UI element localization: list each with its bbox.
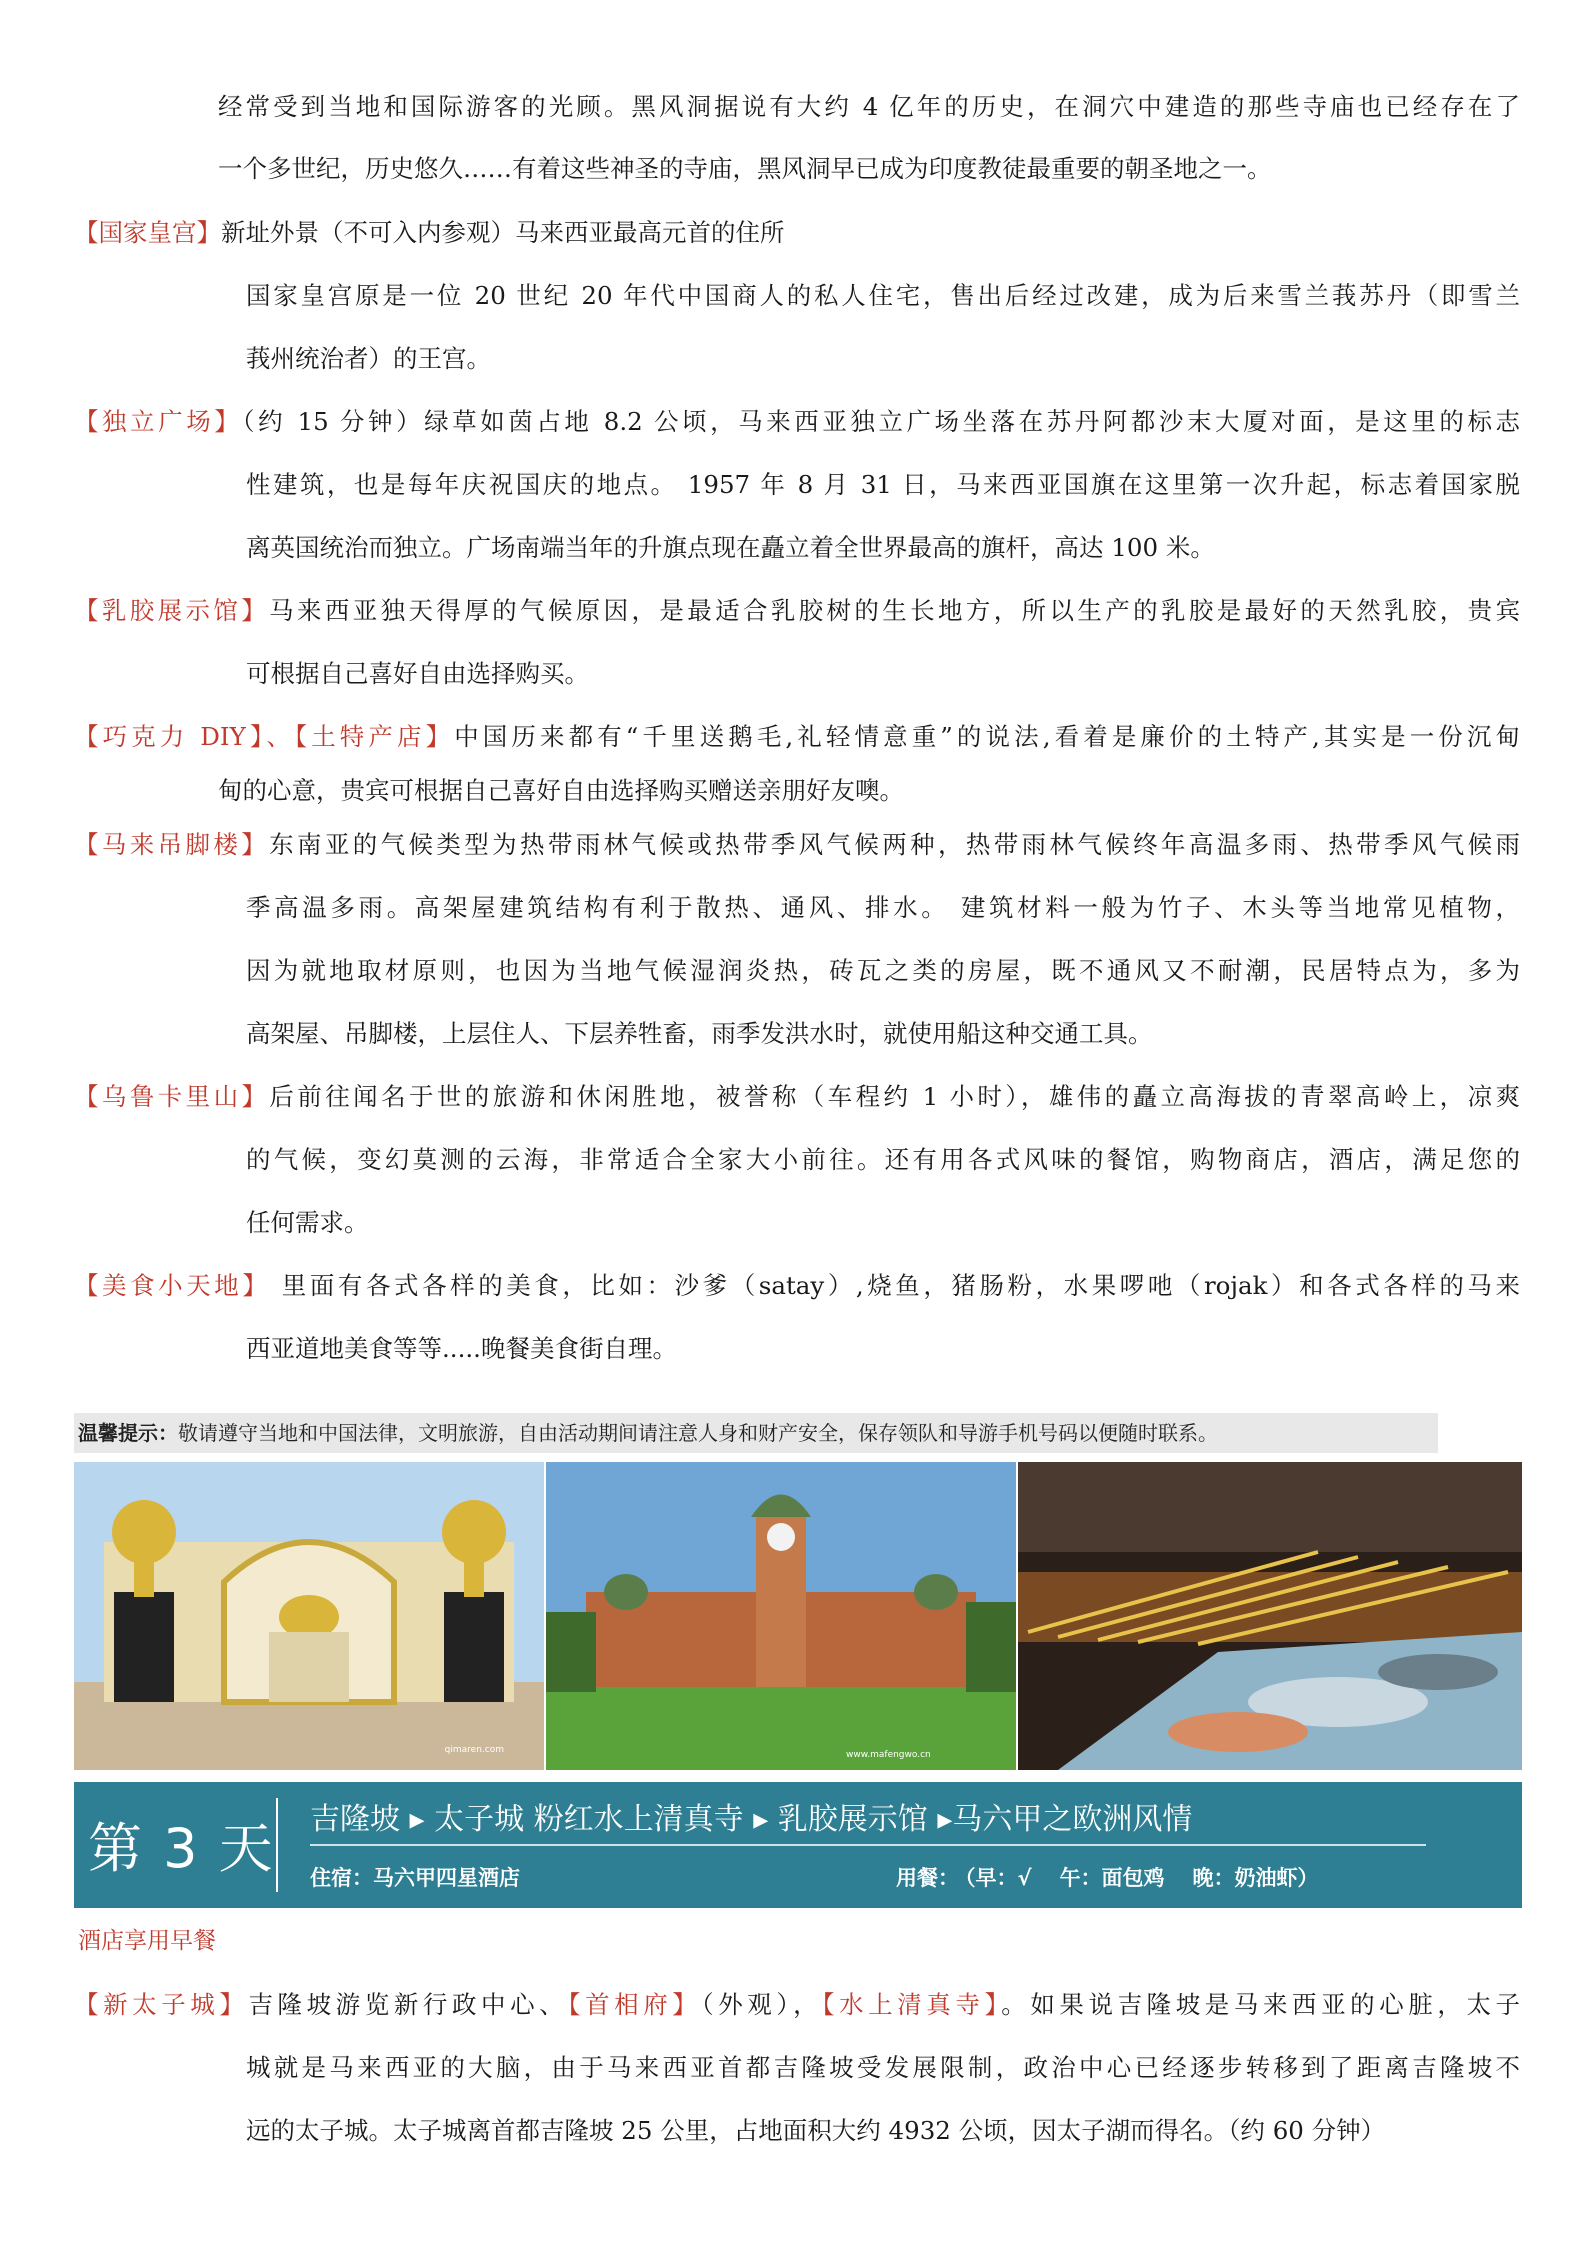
tip-label: 温馨提示：	[78, 1421, 178, 1445]
local-products-tag: 【土特产店】	[294, 722, 455, 751]
meals-label: 用餐：	[896, 1866, 959, 1890]
palace-tag: 【国家皇宫】	[74, 218, 221, 247]
food-line-2: 西亚道地美食等等.....晚餐美食街自理。	[246, 1334, 677, 1363]
ulu-line-3: 任何需求。	[246, 1208, 369, 1237]
latex-tag: 【乳胶展示馆】	[74, 596, 270, 625]
photo-food-stall	[1018, 1462, 1522, 1770]
square-line-3: 离英国统治而独立。广场南端当年的升旗点现在矗立着全世界最高的旗杆，高达 100 米。	[246, 533, 1215, 562]
palace-summary: 新址外景（不可入内参观）马来西亚最高元首的住所	[221, 218, 785, 247]
day3-route-rule	[310, 1844, 1426, 1846]
stilt-line-3: 因为就地取材原则，也因为当地气候湿润炎热，砖瓦之类的房屋，既不通风又不耐潮，民居特点为，多为	[246, 956, 1520, 985]
day3-route: 吉隆坡 ▸ 太子城 粉红水上清真寺 ▸ 乳胶展示馆 ▸马六甲之欧洲风情	[310, 1802, 1193, 1837]
photo-independence-square	[546, 1462, 1016, 1770]
intro-line-2: 一个多世纪，历史悠久……有着这些神圣的寺庙，黑风洞早已成为印度教徒最重要的朝圣地之一。	[218, 154, 1272, 183]
photo-watermark-2: www.mafengwo.cn	[846, 1750, 931, 1760]
stilt-line-2: 季高温多雨。高架屋建筑结构有利于散热、通风、排水。 建筑材料一般为竹子、木头等当地常见植物，	[246, 893, 1520, 922]
chocolate-line-2: 甸的心意，贵宾可根据自己喜好自由选择购买赠送亲朋好友噢。	[218, 776, 904, 805]
chocolate-sep: 、	[266, 722, 295, 751]
breakfast-note: 酒店享用早餐	[78, 1928, 216, 1954]
floating-mosque-tag: 【水上清真寺】	[822, 1990, 1002, 2019]
meal-breakfast: （早：√	[965, 1866, 1032, 1890]
square-tag: 【独立广场】	[74, 407, 243, 436]
square-text-1: （约 15 分钟）绿草如茵占地 8.2 公顷，马来西亚独立广场坐落在苏丹阿都沙末大厦对面，是这里的标志	[242, 407, 1520, 436]
stilt-tag: 【马来吊脚楼】	[74, 830, 270, 859]
putrajaya-text-c: 。如果说吉隆坡是马来西亚的心脏，太子	[1001, 1990, 1521, 2019]
chocolate-text-1: 中国历来都有“千里送鹅毛,礼轻情意重”的说法,看着是廉价的土特产,其实是一份沉甸	[454, 722, 1520, 751]
day3-divider	[276, 1798, 278, 1892]
day3-hotel: 住宿：马六甲四星酒店	[310, 1866, 520, 1890]
chocolate-tag: 【巧克力 DIY】	[74, 722, 267, 751]
ulu-line-1	[74, 1078, 1520, 1113]
palace-detail-2: 莪州统治者）的王宫。	[246, 344, 491, 373]
day3-meals	[896, 1862, 1319, 1892]
putrajaya-line-2: 城就是马来西亚的大脑，由于马来西亚首都吉隆坡受发展限制，政治中心已经逐步转移到了距离吉隆坡不	[246, 2053, 1520, 2082]
meal-dinner: 晚：奶油虾）	[1192, 1866, 1319, 1890]
palace-detail-1: 国家皇宫原是一位 20 世纪 20 年代中国商人的私人住宅，售出后经过改建，成为后来雪兰莪苏丹（即雪兰	[246, 281, 1520, 310]
photo-national-palace	[74, 1462, 544, 1770]
latex-text-1: 马来西亚独天得厚的气候原因，是最适合乳胶树的生长地方，所以生产的乳胶是最好的天然乳胶，贵宾	[269, 596, 1520, 625]
putrajaya-line-3: 远的太子城。太子城离首都吉隆坡 25 公里，占地面积大约 4932 公顷，因太子湖而得名。（约 60 分钟）	[246, 2116, 1386, 2145]
photo-watermark-1: qimaren.com	[444, 1745, 504, 1755]
putrajaya-text-b: （外观），	[701, 1990, 823, 2019]
meal-lunch: 午：面包鸡	[1059, 1866, 1165, 1890]
stilt-text-1: 东南亚的气候类型为热带雨林气候或热带季风气候两种，热带雨林气候终年高温多雨、热带季风气候雨	[269, 830, 1520, 859]
intro-line-1: 经常受到当地和国际游客的光顾。黑风洞据说有大约 4 亿年的历史，在洞穴中建造的那些寺庙也已经存在了	[218, 92, 1520, 121]
stilt-line-4: 高架屋、吊脚楼，上层住人、下层养牲畜，雨季发洪水时，就使用船这种交通工具。	[246, 1019, 1153, 1048]
square-line-1	[74, 403, 1520, 438]
ulu-text-1: 后前往闻名于世的旅游和休闲胜地，被誉称（车程约 1 小时），雄伟的矗立高海拔的青翠高岭上，凉爽	[269, 1082, 1520, 1111]
food-text-1: 里面有各式各样的美食，比如：沙爹（satay）,烧鱼，猪肠粉，水果啰吔（rojak）和各式各样的马来	[270, 1271, 1520, 1300]
day3-banner	[74, 1782, 1522, 1908]
day3-label: 第 3 天	[88, 1817, 275, 1880]
pm-office-tag: 【首相府】	[568, 1990, 702, 2019]
ulu-tag: 【乌鲁卡里山】	[74, 1082, 270, 1111]
chocolate-line-1	[74, 718, 1520, 753]
stilt-line-1	[74, 826, 1520, 861]
palace-heading	[74, 214, 785, 249]
square-line-2: 性建筑，也是每年庆祝国庆的地点。 1957 年 8 月 31 日，马来西亚国旗在这里第一次升起，标志着国家脱	[246, 470, 1520, 499]
ulu-line-2: 的气候，变幻莫测的云海，非常适合全家大小前往。还有用各式风味的餐馆，购物商店，酒店，满足您的	[246, 1145, 1520, 1174]
latex-line-2: 可根据自己喜好自由选择购买。	[246, 659, 589, 688]
tip-text: 敬请遵守当地和中国法律，文明旅游，自由活动期间请注意人身和财产安全，保存领队和导游手机号码以便随时联系。	[178, 1421, 1218, 1445]
food-line-1	[74, 1267, 1520, 1302]
putrajaya-text-a: 吉隆坡游览新行政中心、	[248, 1990, 569, 2019]
food-tag: 【美食小天地】	[74, 1271, 271, 1300]
putrajaya-tag: 【新太子城】	[74, 1990, 249, 2019]
latex-line-1	[74, 592, 1520, 627]
putrajaya-line-1	[74, 1986, 1520, 2021]
warm-tip-bar	[74, 1413, 1438, 1453]
